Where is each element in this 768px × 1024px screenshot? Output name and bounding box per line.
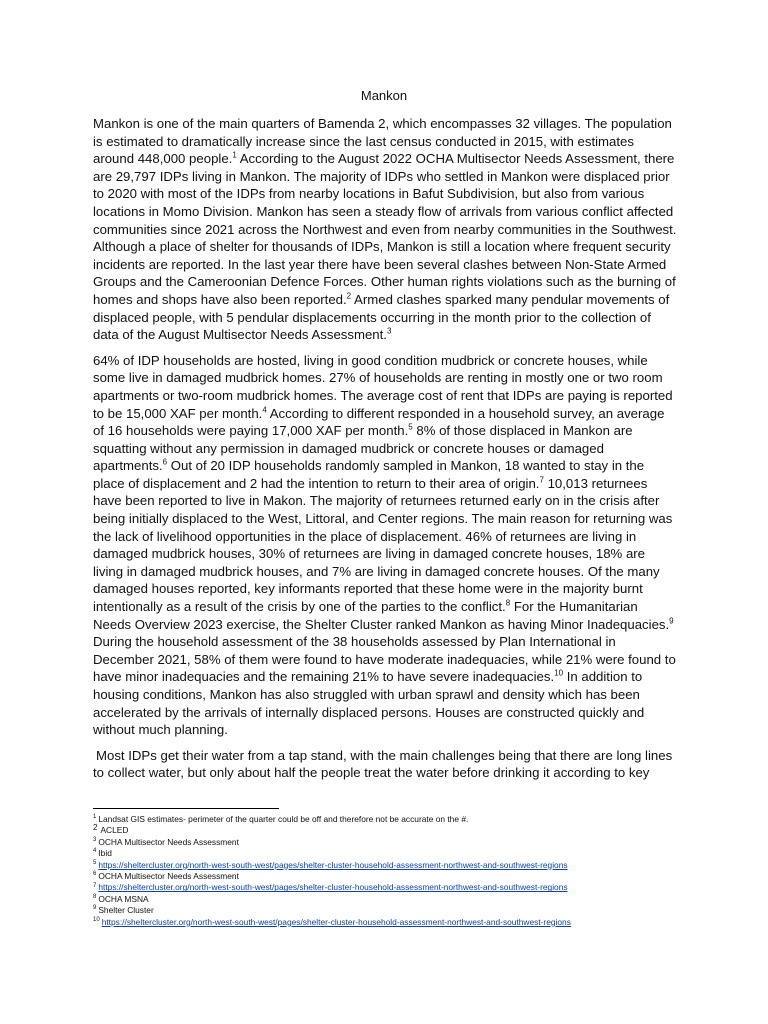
footnote-ref: 10 [554,669,564,679]
footnote-text: Landsat GIS estimates- perimeter of the quarter could be off and therefore not be accurate on the #. [98,814,469,824]
footnote-ref: 9 [669,616,674,626]
paragraph-text: 10,013 returnees have been reported to live in Makon. The majority of returnees returned early on in the crisis after being initially displaced to the West, Littoral, and Center regions. The main reason for returning was the lack of livelihood opportunities in the place of displacement. 46% of returnees are living in damaged mudbrick houses, 30% of returnees are living in damaged concrete houses, 18% are living in damaged mudbrick houses, and 7% are living in damaged concrete houses. Of the many damaged houses reported, key informants reported that these home were in the majority burnt intentionally as a result of the crisis by one of the parties to the conflict. [93,475,673,615]
paragraph-text: Mankon is one of the main quarters of Bamenda 2, which encompasses 32 villages. The population is estimated to dramatically increase since the last census conducted in 2015, with estimates around 448,000 people. [93,116,672,167]
footnote-9 [93,905,693,916]
footnote-separator [93,808,279,809]
footnote-2 [93,822,693,836]
paragraph-text: Most IDPs get their water from a tap stand, with the main challenges being that there are long lines to collect water, but only about half the people treat the water before drinking it according to key [93,747,673,781]
footnote-10 [93,917,693,928]
footnote-4 [93,848,693,859]
footnote-1 [93,814,693,825]
footnote-link[interactable]: https://sheltercluster.org/north-west-south-west/pages/shelter-cluster-household-assessment-northwest-and-southwest-regions [101,916,571,927]
footnote-5 [93,860,693,871]
footnote-7 [93,882,693,893]
footnote-ref: 2 [346,291,352,301]
footnote-text: OCHA Multisector Needs Assessment [98,871,239,882]
footnote-number: 9 [93,905,97,912]
paragraph-2 [93,352,677,739]
paragraph-text: Out of 20 IDP households randomly sampled in Mankon, 18 wanted to stay in the place of displacement and 2 had the intention to return to their area of origin. [93,458,645,491]
footnote-ref: 8 [505,598,511,608]
paragraph-text: Armed clashes sparked many pendular movements of displaced people, with 5 pendular displacements occurring in the month prior to the collection of data of the August Multisector Needs Assessment. [93,291,670,343]
footnote-ref: 3 [386,326,392,336]
footnote-ref: 4 [262,405,267,415]
paragraph-text: During the household assessment of the 38 households assessed by Plan International in December 2021, 58% of them were found to have moderate inadequacies, while 21% were found to have minor inadequacies and the remaining 21% to have severe inadequacies. [93,634,676,685]
document-title: Mankon [360,88,408,103]
footnote-link[interactable]: https://sheltercluster.org/north-west-south-west/pages/shelter-cluster-household-assessment-northwest-and-southwest-regions [98,859,568,870]
paragraph-text: 8% of those displaced in Mankon are squatting without any permission in damaged mudbrick or concrete houses or damaged apartments. [93,423,633,474]
footnote-text: Ibid [98,848,112,859]
footnote-text: OCHA Multisector Needs Assessment [98,836,239,847]
paragraph-1 [93,115,677,344]
footnote-ref: 7 [539,475,544,485]
paragraph-text: In addition to housing conditions, Mankon has also struggled with urban sprawl and density which has been accelerated by the arrivals of internally displaced persons. Houses are constructed quickly and without much planning. [93,669,645,738]
footnote-number: 5 [93,859,97,866]
footnote-ref: 6 [162,457,168,467]
footnote-number: 2 [93,822,98,832]
footnote-ref: 5 [408,422,413,432]
footnotes [93,814,693,928]
footnote-text: ACLED [100,825,129,836]
footnote-8 [93,894,693,905]
footnote-text: OCHA MSNA [98,893,149,904]
paragraph-3 [93,747,677,782]
footnote-3 [93,837,693,848]
paragraph-text: According to the August 2022 OCHA Multisector Needs Assessment, there are 29,797 IDPs living in Mankon. The majority of IDPs who settled in Mankon were displaced prior to 2020 with most of the IDPs from nearby locations in Bafut Subdivision, but also from various locations in Momo Division. Mankon has seen a steady flow of arrivals from various conflict affected communities since 2021 across the Northwest and even from nearby communities in the Southwest. Although a place of shelter for thousands of IDPs, Mankon is still a location where frequent security incidents are reported. In the last year there have been several clashes between Non-State Armed Groups and the Cameroonian Defence Forces. Other human rights violations such as the burning of homes and shops have also been reported. [93,151,677,307]
footnote-number: 6 [93,871,97,878]
footnote-number: 4 [93,848,97,855]
paragraph-text: For the Humanitarian Needs Overview 2023 exercise, the Shelter Cluster ranked Mankon as having Minor Inadequacies. [93,599,670,632]
footnote-number: 7 [93,882,97,889]
paragraph-text: 64% of IDP households are hosted, living in good condition mudbrick or concrete houses, while some live in damaged mudbrick homes. 27% of households are renting in mostly one or two room apartments or two-room mudbrick homes. The average cost of rent that IDPs are paying is reported to be 15,000 XAF per month. [93,352,673,421]
body-text [93,115,677,790]
footnote-number: 10 [93,916,100,923]
footnote-number: 3 [93,837,97,844]
footnote-text: Shelter Cluster [98,905,154,916]
footnote-number: 1 [93,814,97,821]
footnote-6 [93,871,693,882]
paragraph-text: According to different responded in a household survey, an average of 16 households were paying 17,000 XAF per month. [93,405,665,439]
footnote-ref: 1 [232,150,237,160]
footnote-number: 8 [93,894,97,901]
footnote-link[interactable]: https://sheltercluster.org/north-west-south-west/pages/shelter-cluster-household-assessment-northwest-and-southwest-regions [98,882,568,893]
